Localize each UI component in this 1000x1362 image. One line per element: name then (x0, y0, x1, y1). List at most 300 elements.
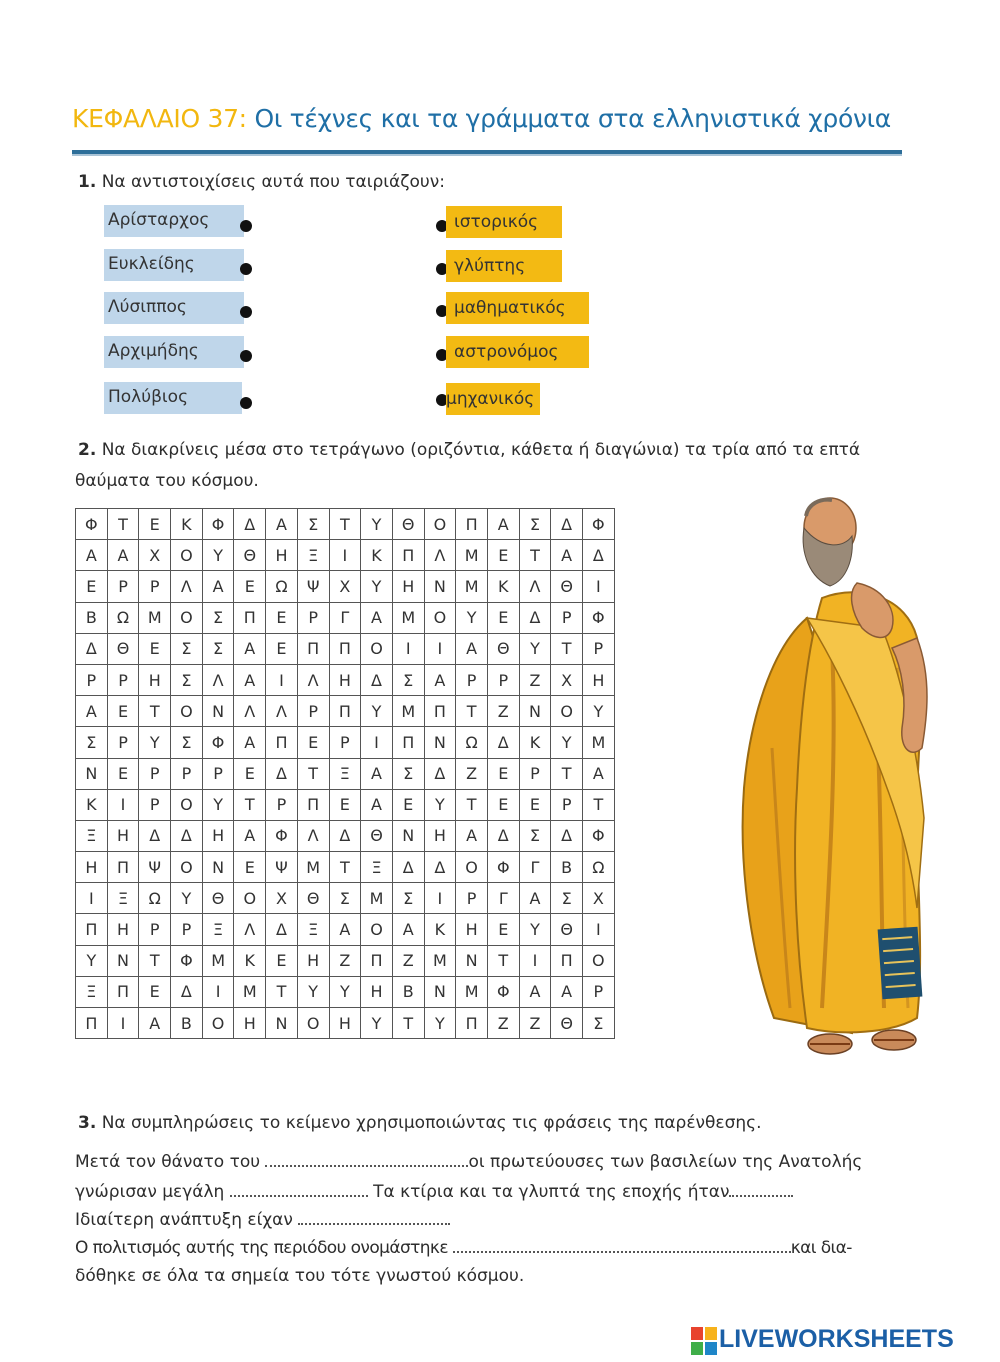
grid-cell[interactable]: Τ (392, 1008, 424, 1039)
blank-1[interactable] (265, 1153, 468, 1167)
grid-cell[interactable]: Ζ (519, 664, 551, 695)
grid-cell[interactable]: Κ (487, 571, 519, 602)
grid-cell[interactable]: Μ (583, 727, 615, 758)
match-left-dot[interactable] (240, 306, 252, 318)
match-left-dot[interactable] (240, 350, 252, 362)
grid-cell[interactable]: Τ (456, 789, 488, 820)
match-left-dot[interactable] (240, 263, 252, 275)
grid-cell[interactable]: Χ (551, 664, 583, 695)
grid-cell[interactable]: Η (424, 820, 456, 851)
grid-cell[interactable]: Η (107, 820, 139, 851)
grid-cell[interactable]: Φ (583, 509, 615, 540)
grid-cell[interactable]: Λ (202, 664, 234, 695)
grid-cell[interactable]: Τ (297, 758, 329, 789)
grid-cell[interactable]: Ε (234, 852, 266, 883)
grid-cell[interactable]: Ρ (107, 727, 139, 758)
grid-cell[interactable]: Ν (456, 945, 488, 976)
grid-cell[interactable]: Α (139, 1008, 171, 1039)
grid-cell[interactable]: Ι (76, 883, 108, 914)
grid-cell[interactable]: Ν (519, 696, 551, 727)
grid-cell[interactable]: Κ (361, 540, 393, 571)
grid-cell[interactable]: Υ (329, 976, 361, 1007)
grid-cell[interactable]: Τ (139, 945, 171, 976)
grid-cell[interactable]: Β (171, 1008, 203, 1039)
grid-cell[interactable]: Η (76, 852, 108, 883)
grid-cell[interactable]: Ο (361, 914, 393, 945)
grid-cell[interactable]: Θ (107, 633, 139, 664)
grid-cell[interactable]: Ε (266, 633, 298, 664)
grid-cell[interactable]: Λ (519, 571, 551, 602)
grid-cell[interactable]: Τ (329, 509, 361, 540)
grid-cell[interactable]: Φ (202, 727, 234, 758)
grid-cell[interactable]: Π (392, 727, 424, 758)
grid-cell[interactable]: Γ (519, 852, 551, 883)
grid-cell[interactable]: Σ (202, 633, 234, 664)
grid-cell[interactable]: Ε (234, 758, 266, 789)
grid-cell[interactable]: Σ (202, 602, 234, 633)
grid-cell[interactable]: Ζ (456, 758, 488, 789)
grid-cell[interactable]: Χ (266, 883, 298, 914)
grid-cell[interactable]: Σ (76, 727, 108, 758)
grid-cell[interactable]: Ρ (139, 571, 171, 602)
grid-cell[interactable]: Ο (171, 852, 203, 883)
grid-cell[interactable]: Μ (456, 540, 488, 571)
grid-cell[interactable]: Ε (139, 633, 171, 664)
grid-cell[interactable]: Ρ (297, 602, 329, 633)
grid-cell[interactable]: Τ (266, 976, 298, 1007)
grid-cell[interactable]: Δ (329, 820, 361, 851)
grid-cell[interactable]: Α (234, 633, 266, 664)
grid-cell[interactable]: Α (361, 789, 393, 820)
grid-cell[interactable]: Δ (171, 820, 203, 851)
grid-cell[interactable]: Ρ (139, 914, 171, 945)
grid-cell[interactable]: Ν (76, 758, 108, 789)
grid-cell[interactable]: Ξ (297, 914, 329, 945)
grid-cell[interactable]: Ε (107, 758, 139, 789)
grid-cell[interactable]: Κ (76, 789, 108, 820)
grid-cell[interactable]: Μ (234, 976, 266, 1007)
grid-cell[interactable]: Κ (234, 945, 266, 976)
grid-cell[interactable]: Α (551, 540, 583, 571)
grid-cell[interactable]: Τ (234, 789, 266, 820)
grid-cell[interactable]: Τ (487, 945, 519, 976)
grid-cell[interactable]: Ξ (297, 540, 329, 571)
grid-cell[interactable]: Ρ (583, 633, 615, 664)
grid-cell[interactable]: Υ (519, 633, 551, 664)
grid-cell[interactable]: Γ (329, 602, 361, 633)
grid-cell[interactable]: Ρ (171, 914, 203, 945)
grid-cell[interactable]: Λ (234, 914, 266, 945)
grid-cell[interactable]: Ο (297, 1008, 329, 1039)
grid-cell[interactable]: Θ (551, 571, 583, 602)
grid-cell[interactable]: Π (424, 696, 456, 727)
grid-cell[interactable]: Ο (202, 1008, 234, 1039)
grid-cell[interactable]: Ε (76, 571, 108, 602)
grid-cell[interactable]: Ω (139, 883, 171, 914)
grid-cell[interactable]: Ρ (107, 664, 139, 695)
grid-cell[interactable]: Ω (107, 602, 139, 633)
grid-cell[interactable]: Α (583, 758, 615, 789)
grid-cell[interactable]: Υ (361, 571, 393, 602)
grid-cell[interactable]: Ο (551, 696, 583, 727)
grid-cell[interactable]: Δ (139, 820, 171, 851)
grid-cell[interactable]: Φ (171, 945, 203, 976)
grid-cell[interactable]: Δ (487, 727, 519, 758)
grid-cell[interactable]: Ρ (583, 976, 615, 1007)
grid-cell[interactable]: Τ (329, 852, 361, 883)
grid-cell[interactable]: Χ (139, 540, 171, 571)
grid-cell[interactable]: Α (107, 540, 139, 571)
grid-cell[interactable]: Υ (297, 976, 329, 1007)
grid-cell[interactable]: Ν (107, 945, 139, 976)
grid-cell[interactable]: Θ (487, 633, 519, 664)
grid-cell[interactable]: Ο (456, 852, 488, 883)
grid-cell[interactable]: Θ (551, 914, 583, 945)
grid-cell[interactable]: Φ (583, 820, 615, 851)
grid-cell[interactable]: Π (76, 914, 108, 945)
grid-cell[interactable]: Ε (266, 602, 298, 633)
grid-cell[interactable]: Ο (171, 602, 203, 633)
grid-cell[interactable]: Π (456, 509, 488, 540)
grid-cell[interactable]: Ω (266, 571, 298, 602)
blank-3[interactable] (729, 1183, 793, 1197)
grid-cell[interactable]: Ο (171, 696, 203, 727)
grid-cell[interactable]: Δ (266, 914, 298, 945)
grid-cell[interactable]: Η (329, 1008, 361, 1039)
grid-cell[interactable]: Α (456, 633, 488, 664)
grid-cell[interactable]: Ξ (76, 976, 108, 1007)
grid-cell[interactable]: Μ (392, 696, 424, 727)
grid-cell[interactable]: Δ (76, 633, 108, 664)
grid-cell[interactable]: Ι (392, 633, 424, 664)
grid-cell[interactable]: Α (519, 883, 551, 914)
grid-cell[interactable]: Ε (297, 727, 329, 758)
grid-cell[interactable]: Φ (487, 976, 519, 1007)
grid-cell[interactable]: Σ (392, 664, 424, 695)
grid-cell[interactable]: Β (76, 602, 108, 633)
grid-cell[interactable]: Ω (456, 727, 488, 758)
grid-cell[interactable]: Ν (202, 696, 234, 727)
grid-cell[interactable]: Β (551, 852, 583, 883)
grid-cell[interactable]: Σ (297, 509, 329, 540)
grid-cell[interactable]: Σ (171, 633, 203, 664)
grid-cell[interactable]: Α (234, 664, 266, 695)
grid-cell[interactable]: Ε (139, 976, 171, 1007)
grid-cell[interactable]: Ο (171, 789, 203, 820)
grid-cell[interactable]: Π (456, 1008, 488, 1039)
grid-cell[interactable]: Α (361, 758, 393, 789)
grid-cell[interactable]: Η (266, 540, 298, 571)
grid-cell[interactable]: Δ (487, 820, 519, 851)
grid-cell[interactable]: Ι (519, 945, 551, 976)
grid-cell[interactable]: Μ (456, 571, 488, 602)
grid-cell[interactable]: Α (76, 696, 108, 727)
grid-cell[interactable]: Θ (392, 509, 424, 540)
grid-cell[interactable]: Υ (76, 945, 108, 976)
grid-cell[interactable]: Δ (551, 509, 583, 540)
grid-cell[interactable]: Υ (139, 727, 171, 758)
grid-cell[interactable]: Ι (202, 976, 234, 1007)
grid-cell[interactable]: Λ (234, 696, 266, 727)
grid-cell[interactable]: Π (329, 696, 361, 727)
grid-cell[interactable]: Η (361, 976, 393, 1007)
grid-cell[interactable]: Κ (519, 727, 551, 758)
grid-cell[interactable]: Ε (392, 789, 424, 820)
grid-cell[interactable]: Ι (424, 633, 456, 664)
grid-cell[interactable]: Σ (392, 883, 424, 914)
grid-cell[interactable]: Ψ (139, 852, 171, 883)
grid-cell[interactable]: Η (139, 664, 171, 695)
grid-cell[interactable]: Ρ (107, 571, 139, 602)
grid-cell[interactable]: Π (297, 789, 329, 820)
grid-cell[interactable]: Ε (266, 945, 298, 976)
grid-cell[interactable]: Θ (361, 820, 393, 851)
grid-cell[interactable]: Η (107, 914, 139, 945)
grid-cell[interactable]: Ν (424, 976, 456, 1007)
grid-cell[interactable]: Π (107, 852, 139, 883)
grid-cell[interactable]: Π (297, 633, 329, 664)
grid-cell[interactable]: Α (202, 571, 234, 602)
grid-cell[interactable]: Ξ (361, 852, 393, 883)
grid-cell[interactable]: Ο (424, 602, 456, 633)
grid-cell[interactable]: Α (329, 914, 361, 945)
grid-cell[interactable]: Μ (424, 945, 456, 976)
grid-cell[interactable]: Τ (551, 758, 583, 789)
grid-cell[interactable]: Ν (424, 571, 456, 602)
grid-cell[interactable]: Π (107, 976, 139, 1007)
grid-cell[interactable]: Γ (487, 883, 519, 914)
grid-cell[interactable]: Α (266, 509, 298, 540)
grid-cell[interactable]: Ε (487, 540, 519, 571)
match-left-dot[interactable] (240, 397, 252, 409)
grid-cell[interactable]: Η (202, 820, 234, 851)
grid-cell[interactable]: Ρ (519, 758, 551, 789)
grid-cell[interactable]: Σ (329, 883, 361, 914)
grid-cell[interactable]: Η (392, 571, 424, 602)
grid-cell[interactable]: Α (361, 602, 393, 633)
grid-cell[interactable]: Π (234, 602, 266, 633)
grid-cell[interactable]: Ε (234, 571, 266, 602)
grid-cell[interactable]: Υ (424, 1008, 456, 1039)
grid-cell[interactable]: Ρ (76, 664, 108, 695)
grid-cell[interactable]: Ι (107, 789, 139, 820)
blank-4[interactable] (298, 1211, 450, 1225)
grid-cell[interactable]: Δ (266, 758, 298, 789)
grid-cell[interactable]: Α (392, 914, 424, 945)
grid-cell[interactable]: Ο (171, 540, 203, 571)
grid-cell[interactable]: Σ (551, 883, 583, 914)
grid-cell[interactable]: Δ (171, 976, 203, 1007)
grid-cell[interactable]: Δ (424, 852, 456, 883)
grid-cell[interactable]: Π (76, 1008, 108, 1039)
grid-cell[interactable]: Ο (234, 883, 266, 914)
grid-cell[interactable]: Φ (266, 820, 298, 851)
grid-cell[interactable]: Φ (487, 852, 519, 883)
grid-cell[interactable]: Ι (424, 883, 456, 914)
grid-cell[interactable]: Α (487, 509, 519, 540)
grid-cell[interactable]: Τ (583, 789, 615, 820)
grid-cell[interactable]: Σ (519, 509, 551, 540)
grid-cell[interactable]: Ε (329, 789, 361, 820)
grid-cell[interactable]: Ν (266, 1008, 298, 1039)
grid-cell[interactable]: Λ (266, 696, 298, 727)
grid-cell[interactable]: Ξ (76, 820, 108, 851)
grid-cell[interactable]: Λ (297, 664, 329, 695)
grid-cell[interactable]: Φ (202, 509, 234, 540)
grid-cell[interactable]: Η (297, 945, 329, 976)
grid-cell[interactable]: Ο (361, 633, 393, 664)
grid-cell[interactable]: Τ (551, 633, 583, 664)
grid-cell[interactable]: Σ (171, 727, 203, 758)
grid-cell[interactable]: Υ (583, 696, 615, 727)
match-left-dot[interactable] (240, 220, 252, 232)
grid-cell[interactable]: Ε (487, 914, 519, 945)
grid-cell[interactable]: Ο (424, 509, 456, 540)
grid-cell[interactable]: Υ (171, 883, 203, 914)
grid-cell[interactable]: Ι (266, 664, 298, 695)
grid-cell[interactable]: Τ (519, 540, 551, 571)
grid-cell[interactable]: Η (456, 914, 488, 945)
grid-cell[interactable]: Ω (583, 852, 615, 883)
grid-cell[interactable]: Π (329, 633, 361, 664)
grid-cell[interactable]: Ε (487, 758, 519, 789)
blank-5[interactable] (453, 1239, 791, 1253)
grid-cell[interactable]: Α (76, 540, 108, 571)
grid-cell[interactable]: Ξ (202, 914, 234, 945)
grid-cell[interactable]: Θ (234, 540, 266, 571)
grid-cell[interactable]: Ξ (329, 758, 361, 789)
grid-cell[interactable]: Ρ (266, 789, 298, 820)
grid-cell[interactable]: Η (329, 664, 361, 695)
grid-cell[interactable]: Χ (329, 571, 361, 602)
grid-cell[interactable]: Α (456, 820, 488, 851)
grid-cell[interactable]: Μ (202, 945, 234, 976)
grid-cell[interactable]: Ζ (519, 1008, 551, 1039)
grid-cell[interactable]: Ε (107, 696, 139, 727)
grid-cell[interactable]: Σ (392, 758, 424, 789)
grid-cell[interactable]: Θ (551, 1008, 583, 1039)
grid-cell[interactable]: Μ (139, 602, 171, 633)
grid-cell[interactable]: Β (392, 976, 424, 1007)
grid-cell[interactable]: Ε (487, 789, 519, 820)
grid-cell[interactable]: Φ (583, 602, 615, 633)
grid-cell[interactable]: Λ (424, 540, 456, 571)
grid-cell[interactable]: Υ (361, 1008, 393, 1039)
grid-cell[interactable]: Θ (297, 883, 329, 914)
grid-cell[interactable]: Ι (361, 727, 393, 758)
grid-cell[interactable]: Α (234, 820, 266, 851)
grid-cell[interactable]: Μ (361, 883, 393, 914)
grid-cell[interactable]: Τ (139, 696, 171, 727)
grid-cell[interactable]: Ρ (456, 664, 488, 695)
grid-cell[interactable]: Υ (361, 696, 393, 727)
grid-cell[interactable]: Ε (487, 602, 519, 633)
grid-cell[interactable]: Δ (424, 758, 456, 789)
grid-cell[interactable]: Ρ (329, 727, 361, 758)
grid-cell[interactable]: Τ (107, 509, 139, 540)
grid-cell[interactable]: Π (392, 540, 424, 571)
grid-cell[interactable]: Δ (583, 540, 615, 571)
grid-cell[interactable]: Ι (329, 540, 361, 571)
grid-cell[interactable]: Ψ (297, 571, 329, 602)
grid-cell[interactable]: Ρ (171, 758, 203, 789)
grid-cell[interactable]: Ι (583, 571, 615, 602)
grid-cell[interactable]: Δ (392, 852, 424, 883)
grid-cell[interactable]: Η (583, 664, 615, 695)
grid-cell[interactable]: Π (551, 945, 583, 976)
grid-cell[interactable]: Λ (297, 820, 329, 851)
grid-cell[interactable]: Π (266, 727, 298, 758)
grid-cell[interactable]: Υ (202, 789, 234, 820)
grid-cell[interactable]: Κ (424, 914, 456, 945)
grid-cell[interactable]: Θ (202, 883, 234, 914)
grid-cell[interactable]: Μ (456, 976, 488, 1007)
grid-cell[interactable]: Ζ (392, 945, 424, 976)
grid-cell[interactable]: Ρ (487, 664, 519, 695)
grid-cell[interactable]: Ρ (456, 883, 488, 914)
grid-cell[interactable]: Δ (234, 509, 266, 540)
grid-cell[interactable]: Ψ (266, 852, 298, 883)
grid-cell[interactable]: Δ (551, 820, 583, 851)
grid-cell[interactable]: Σ (583, 1008, 615, 1039)
grid-cell[interactable]: Ζ (487, 1008, 519, 1039)
grid-cell[interactable]: Κ (171, 509, 203, 540)
grid-cell[interactable]: Α (234, 727, 266, 758)
grid-cell[interactable]: Υ (361, 509, 393, 540)
grid-cell[interactable]: Τ (456, 696, 488, 727)
grid-cell[interactable]: Υ (519, 914, 551, 945)
blank-2[interactable] (230, 1183, 368, 1197)
grid-cell[interactable]: Ρ (297, 696, 329, 727)
grid-cell[interactable]: Ζ (487, 696, 519, 727)
grid-cell[interactable]: Δ (519, 602, 551, 633)
grid-cell[interactable]: Χ (583, 883, 615, 914)
grid-cell[interactable]: Υ (202, 540, 234, 571)
grid-cell[interactable]: Υ (456, 602, 488, 633)
grid-cell[interactable]: Ν (424, 727, 456, 758)
grid-cell[interactable]: Ο (583, 945, 615, 976)
grid-cell[interactable]: Φ (76, 509, 108, 540)
grid-cell[interactable]: Ρ (202, 758, 234, 789)
grid-cell[interactable]: Ξ (107, 883, 139, 914)
grid-cell[interactable]: Ρ (551, 789, 583, 820)
grid-cell[interactable]: Σ (519, 820, 551, 851)
grid-cell[interactable]: Ρ (139, 789, 171, 820)
grid-cell[interactable]: Δ (361, 664, 393, 695)
grid-cell[interactable]: Α (551, 976, 583, 1007)
grid-cell[interactable]: Ε (139, 509, 171, 540)
grid-cell[interactable]: Π (361, 945, 393, 976)
grid-cell[interactable]: Α (424, 664, 456, 695)
grid-cell[interactable]: Υ (551, 727, 583, 758)
grid-cell[interactable]: Σ (171, 664, 203, 695)
grid-cell[interactable]: Α (519, 976, 551, 1007)
grid-cell[interactable]: Υ (424, 789, 456, 820)
grid-cell[interactable]: Ι (107, 1008, 139, 1039)
grid-cell[interactable]: Λ (171, 571, 203, 602)
grid-cell[interactable]: Ρ (139, 758, 171, 789)
grid-cell[interactable]: Ν (202, 852, 234, 883)
grid-cell[interactable]: Μ (392, 602, 424, 633)
grid-cell[interactable]: Ρ (551, 602, 583, 633)
grid-cell[interactable]: Ι (583, 914, 615, 945)
grid-cell[interactable]: Ν (392, 820, 424, 851)
grid-cell[interactable]: Ε (519, 789, 551, 820)
grid-cell[interactable]: Μ (297, 852, 329, 883)
grid-cell[interactable]: Η (234, 1008, 266, 1039)
grid-cell[interactable]: Ζ (329, 945, 361, 976)
grid-row (76, 664, 615, 695)
